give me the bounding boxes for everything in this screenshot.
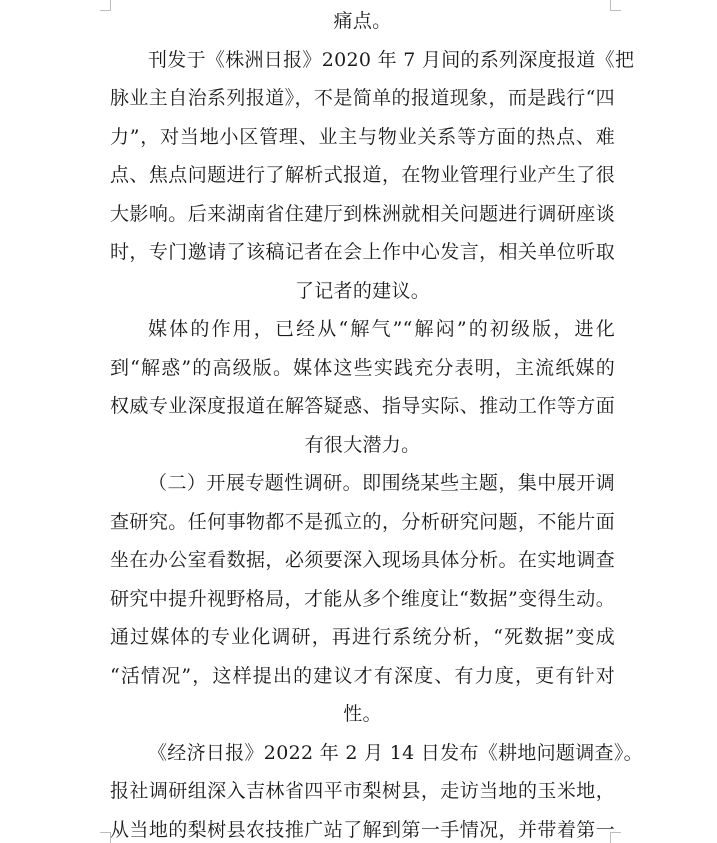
document-body-text [110, 2, 643, 843]
text-line: 研究中提升视野格局，才能从多个维度让“数据”变得生动。 [110, 587, 615, 610]
text-line: 脉业主自治系列报道》，不是简单的报道现象，而是践行“四 [110, 87, 615, 109]
text-line: 了记者的建议。 [294, 279, 431, 302]
text-line: “活情况”，这样提出的建议才有深度、有力度，更有针对 [110, 664, 615, 687]
text-line: 权威专业深度报道在解答疑惑、指导实际、推动工作等方面 [110, 395, 615, 417]
text-line: 查研究。任何事物都不是孤立的，分析研究问题，不能片面 [110, 510, 615, 533]
text-line: 《经济日报》2022 年 2 月 14 日发布《耕地问题调查》。 [148, 741, 643, 764]
text-line: 刊发于《株洲日报》2020 年 7 月间的系列深度报道《把 [148, 48, 635, 71]
text-line: （二）开展专题性调研。即围绕某些主题，集中展开调 [148, 472, 615, 494]
text-line: 有很大潜力。 [304, 433, 421, 456]
text-line: 通过媒体的专业化调研，再进行系统分析，“死数据”变成 [110, 626, 615, 648]
text-line: 到“解惑”的高级版。媒体这些实践充分表明，主流纸媒的 [110, 356, 615, 379]
text-line: 力”，对当地小区管理、业主与物业关系等方面的热点、难 [110, 125, 615, 148]
text-line: 坐在办公室看数据，必须要深入现场具体分析。在实地调查 [110, 549, 615, 571]
text-line: 媒体的作用，已经从“解气”“解闷”的初级版，进化 [148, 318, 615, 340]
text-line: 从当地的梨树县农技推广站了解到第一手情况，并带着第一 [110, 818, 615, 841]
text-line: 大影响。后来湖南省住建厅到株洲就相关问题进行调研座谈 [110, 202, 615, 225]
text-line: 报社调研组深入吉林省四平市梨树县，走访当地的玉米地， [110, 780, 615, 802]
text-line: 痛点。 [333, 10, 392, 32]
text-line: 点、焦点问题进行了解析式报道，在物业管理行业产生了很 [110, 164, 615, 186]
text-line: 时，专门邀请了该稿记者在会上作中心发言，相关单位听取 [110, 241, 615, 263]
text-line: 性。 [343, 703, 382, 725]
